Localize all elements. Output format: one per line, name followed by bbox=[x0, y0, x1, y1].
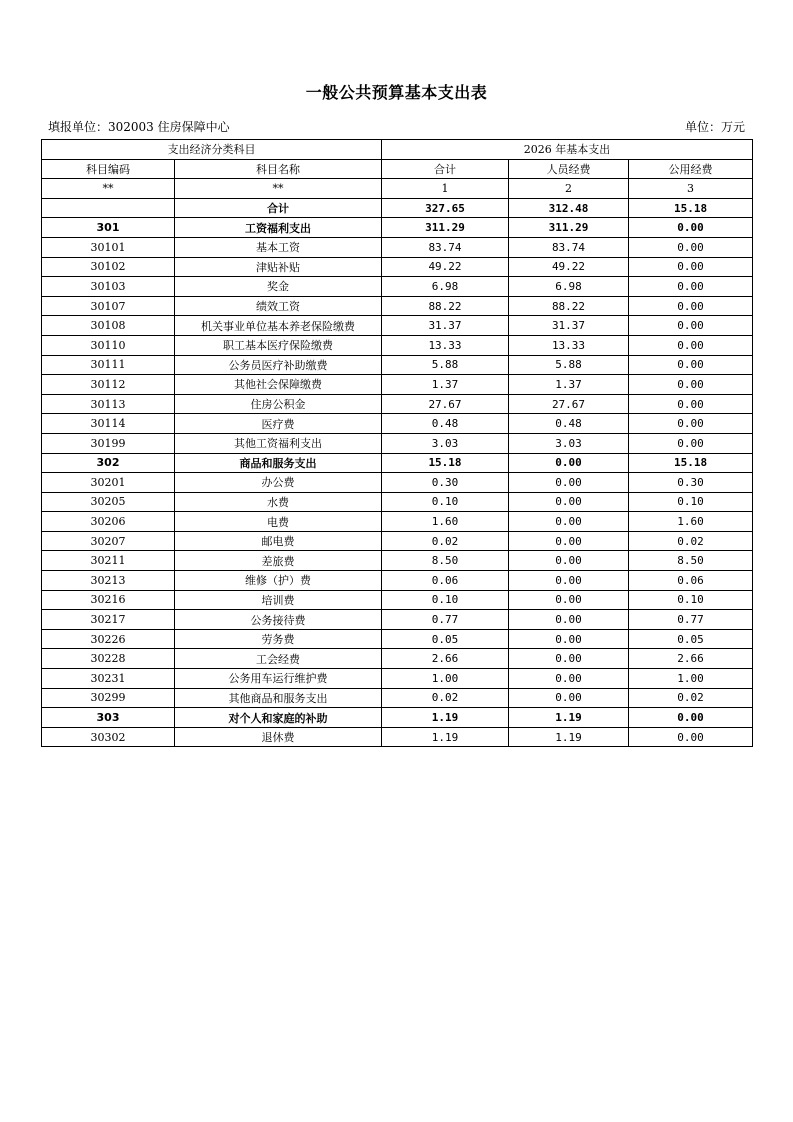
cell-personnel: 1.19 bbox=[509, 727, 629, 747]
cell-personnel: 0.00 bbox=[509, 551, 629, 571]
table-row bbox=[42, 375, 753, 395]
cell-public: 0.00 bbox=[629, 727, 753, 747]
cell-total: 0.06 bbox=[382, 571, 509, 591]
cell-public: 0.10 bbox=[629, 492, 753, 512]
cell-name: 奖金 bbox=[175, 277, 382, 297]
cell-code: 30207 bbox=[42, 531, 175, 551]
cell-public: 0.00 bbox=[629, 355, 753, 375]
cell-name: 其他商品和服务支出 bbox=[175, 688, 382, 708]
cell-personnel: 0.00 bbox=[509, 473, 629, 493]
cell-code: 30101 bbox=[42, 237, 175, 257]
cell-name: 机关事业单位基本养老保险缴费 bbox=[175, 316, 382, 336]
cell-code: 303 bbox=[42, 708, 175, 728]
cell-total: 8.50 bbox=[382, 551, 509, 571]
cell-personnel: 31.37 bbox=[509, 316, 629, 336]
cell-total: 327.65 bbox=[382, 198, 509, 218]
table-body bbox=[42, 198, 753, 747]
header-public: 公用经费 bbox=[629, 159, 753, 179]
cell-code: 30216 bbox=[42, 590, 175, 610]
cell-public: 0.00 bbox=[629, 316, 753, 336]
cell-total: 0.02 bbox=[382, 688, 509, 708]
cell-name: 公务接待费 bbox=[175, 610, 382, 630]
cell-public: 0.00 bbox=[629, 433, 753, 453]
cell-total: 0.05 bbox=[382, 629, 509, 649]
cell-personnel: 0.00 bbox=[509, 669, 629, 689]
cell-public: 0.00 bbox=[629, 277, 753, 297]
cell-name: 绩效工资 bbox=[175, 296, 382, 316]
header-index-row bbox=[42, 179, 753, 199]
table-row bbox=[42, 708, 753, 728]
cell-personnel: 311.29 bbox=[509, 218, 629, 238]
header-group-right: 2026 年基本支出 bbox=[382, 140, 753, 160]
cell-name: 邮电费 bbox=[175, 531, 382, 551]
cell-code: 30226 bbox=[42, 629, 175, 649]
cell-name: 办公费 bbox=[175, 473, 382, 493]
header-total: 合计 bbox=[382, 159, 509, 179]
table-row bbox=[42, 414, 753, 434]
cell-code: 30102 bbox=[42, 257, 175, 277]
table-row bbox=[42, 590, 753, 610]
cell-personnel: 3.03 bbox=[509, 433, 629, 453]
cell-public: 0.00 bbox=[629, 708, 753, 728]
cell-public: 0.00 bbox=[629, 335, 753, 355]
cell-code: 30231 bbox=[42, 669, 175, 689]
table-row bbox=[42, 492, 753, 512]
cell-public: 0.77 bbox=[629, 610, 753, 630]
header-column-row bbox=[42, 159, 753, 179]
cell-public: 0.00 bbox=[629, 375, 753, 395]
cell-code: 30206 bbox=[42, 512, 175, 532]
cell-name: 职工基本医疗保险缴费 bbox=[175, 335, 382, 355]
cell-public: 0.05 bbox=[629, 629, 753, 649]
cell-name: 其他工资福利支出 bbox=[175, 433, 382, 453]
table-row bbox=[42, 649, 753, 669]
index-personnel: 2 bbox=[509, 179, 629, 199]
cell-name: 住房公积金 bbox=[175, 394, 382, 414]
cell-code: 30211 bbox=[42, 551, 175, 571]
cell-personnel: 0.00 bbox=[509, 531, 629, 551]
cell-name: 公务用车运行维护费 bbox=[175, 669, 382, 689]
cell-personnel: 88.22 bbox=[509, 296, 629, 316]
cell-name: 电费 bbox=[175, 512, 382, 532]
cell-code bbox=[42, 198, 175, 218]
cell-code: 302 bbox=[42, 453, 175, 473]
page-title: 一般公共预算基本支出表 bbox=[305, 83, 488, 102]
cell-total: 3.03 bbox=[382, 433, 509, 453]
cell-public: 0.30 bbox=[629, 473, 753, 493]
cell-personnel: 1.37 bbox=[509, 375, 629, 395]
cell-code: 30299 bbox=[42, 688, 175, 708]
cell-total: 1.00 bbox=[382, 669, 509, 689]
cell-code: 30111 bbox=[42, 355, 175, 375]
cell-total: 49.22 bbox=[382, 257, 509, 277]
cell-total: 13.33 bbox=[382, 335, 509, 355]
cell-total: 83.74 bbox=[382, 237, 509, 257]
table-header bbox=[42, 140, 753, 199]
cell-personnel: 5.88 bbox=[509, 355, 629, 375]
cell-total: 15.18 bbox=[382, 453, 509, 473]
cell-name: 公务员医疗补助缴费 bbox=[175, 355, 382, 375]
table-row bbox=[42, 296, 753, 316]
table-row bbox=[42, 335, 753, 355]
cell-public: 0.00 bbox=[629, 257, 753, 277]
table-row bbox=[42, 453, 753, 473]
table-row bbox=[42, 257, 753, 277]
cell-name: 其他社会保障缴费 bbox=[175, 375, 382, 395]
cell-total: 88.22 bbox=[382, 296, 509, 316]
index-total: 1 bbox=[382, 179, 509, 199]
cell-personnel: 6.98 bbox=[509, 277, 629, 297]
cell-total: 5.88 bbox=[382, 355, 509, 375]
cell-name: 差旅费 bbox=[175, 551, 382, 571]
cell-name: 工会经费 bbox=[175, 649, 382, 669]
cell-personnel: 0.00 bbox=[509, 649, 629, 669]
header-group-left: 支出经济分类科目 bbox=[42, 140, 382, 160]
cell-name: 维修（护）费 bbox=[175, 571, 382, 591]
cell-personnel: 1.19 bbox=[509, 708, 629, 728]
cell-public: 0.00 bbox=[629, 218, 753, 238]
index-name: ** bbox=[175, 179, 382, 199]
cell-name: 津贴补贴 bbox=[175, 257, 382, 277]
cell-public: 1.60 bbox=[629, 512, 753, 532]
cell-personnel: 0.00 bbox=[509, 610, 629, 630]
header-name: 科目名称 bbox=[175, 159, 382, 179]
cell-total: 0.10 bbox=[382, 492, 509, 512]
table-row bbox=[42, 669, 753, 689]
cell-code: 30112 bbox=[42, 375, 175, 395]
cell-name: 水费 bbox=[175, 492, 382, 512]
table-row bbox=[42, 629, 753, 649]
cell-code: 30103 bbox=[42, 277, 175, 297]
table-row bbox=[42, 551, 753, 571]
table-row bbox=[42, 473, 753, 493]
cell-code: 30107 bbox=[42, 296, 175, 316]
table-row bbox=[42, 218, 753, 238]
cell-personnel: 0.00 bbox=[509, 688, 629, 708]
cell-total: 1.60 bbox=[382, 512, 509, 532]
cell-personnel: 13.33 bbox=[509, 335, 629, 355]
cell-personnel: 27.67 bbox=[509, 394, 629, 414]
cell-total: 1.19 bbox=[382, 708, 509, 728]
cell-name: 对个人和家庭的补助 bbox=[175, 708, 382, 728]
cell-total: 2.66 bbox=[382, 649, 509, 669]
cell-public: 0.00 bbox=[629, 296, 753, 316]
cell-public: 0.00 bbox=[629, 394, 753, 414]
table-row bbox=[42, 727, 753, 747]
cell-personnel: 0.48 bbox=[509, 414, 629, 434]
cell-total: 27.67 bbox=[382, 394, 509, 414]
cell-code: 30113 bbox=[42, 394, 175, 414]
cell-total: 311.29 bbox=[382, 218, 509, 238]
table-row bbox=[42, 394, 753, 414]
cell-total: 0.48 bbox=[382, 414, 509, 434]
cell-name: 退休费 bbox=[175, 727, 382, 747]
cell-total: 31.37 bbox=[382, 316, 509, 336]
table-row bbox=[42, 277, 753, 297]
cell-personnel: 0.00 bbox=[509, 629, 629, 649]
cell-personnel: 0.00 bbox=[509, 512, 629, 532]
cell-personnel: 0.00 bbox=[509, 571, 629, 591]
cell-code: 30201 bbox=[42, 473, 175, 493]
cell-code: 30110 bbox=[42, 335, 175, 355]
cell-code: 30228 bbox=[42, 649, 175, 669]
cell-total: 1.19 bbox=[382, 727, 509, 747]
table-row bbox=[42, 355, 753, 375]
cell-code: 30108 bbox=[42, 316, 175, 336]
cell-public: 15.18 bbox=[629, 198, 753, 218]
table-row bbox=[42, 610, 753, 630]
cell-personnel: 0.00 bbox=[509, 492, 629, 512]
cell-total: 6.98 bbox=[382, 277, 509, 297]
table-row bbox=[42, 512, 753, 532]
table-row bbox=[42, 198, 753, 218]
cell-name: 基本工资 bbox=[175, 237, 382, 257]
cell-public: 0.00 bbox=[629, 237, 753, 257]
table-row bbox=[42, 688, 753, 708]
cell-name: 商品和服务支出 bbox=[175, 453, 382, 473]
cell-public: 8.50 bbox=[629, 551, 753, 571]
cell-public: 1.00 bbox=[629, 669, 753, 689]
cell-code: 30199 bbox=[42, 433, 175, 453]
table-row bbox=[42, 433, 753, 453]
cell-personnel: 312.48 bbox=[509, 198, 629, 218]
cell-personnel: 0.00 bbox=[509, 453, 629, 473]
cell-code: 30302 bbox=[42, 727, 175, 747]
cell-public: 0.00 bbox=[629, 414, 753, 434]
cell-total: 1.37 bbox=[382, 375, 509, 395]
cell-code: 30205 bbox=[42, 492, 175, 512]
amount-unit: 单位：万元 bbox=[684, 120, 745, 134]
index-code: ** bbox=[42, 179, 175, 199]
cell-code: 30114 bbox=[42, 414, 175, 434]
cell-public: 15.18 bbox=[629, 453, 753, 473]
cell-total: 0.10 bbox=[382, 590, 509, 610]
cell-public: 0.02 bbox=[629, 531, 753, 551]
cell-public: 0.06 bbox=[629, 571, 753, 591]
cell-code: 30213 bbox=[42, 571, 175, 591]
budget-table bbox=[41, 139, 753, 747]
reporting-unit: 填报单位：302003 住房保障中心 bbox=[48, 120, 230, 134]
cell-public: 0.10 bbox=[629, 590, 753, 610]
cell-public: 2.66 bbox=[629, 649, 753, 669]
table-row bbox=[42, 531, 753, 551]
cell-name: 培训费 bbox=[175, 590, 382, 610]
index-public: 3 bbox=[629, 179, 753, 199]
cell-name: 合计 bbox=[175, 198, 382, 218]
cell-name: 工资福利支出 bbox=[175, 218, 382, 238]
cell-total: 0.77 bbox=[382, 610, 509, 630]
cell-code: 30217 bbox=[42, 610, 175, 630]
table-row bbox=[42, 237, 753, 257]
cell-total: 0.30 bbox=[382, 473, 509, 493]
header-group-row bbox=[42, 140, 753, 160]
header-personnel: 人员经费 bbox=[509, 159, 629, 179]
cell-code: 301 bbox=[42, 218, 175, 238]
cell-name: 医疗费 bbox=[175, 414, 382, 434]
table-row bbox=[42, 571, 753, 591]
cell-name: 劳务费 bbox=[175, 629, 382, 649]
header-code: 科目编码 bbox=[42, 159, 175, 179]
cell-personnel: 83.74 bbox=[509, 237, 629, 257]
cell-personnel: 0.00 bbox=[509, 590, 629, 610]
table-row bbox=[42, 316, 753, 336]
cell-total: 0.02 bbox=[382, 531, 509, 551]
cell-public: 0.02 bbox=[629, 688, 753, 708]
cell-personnel: 49.22 bbox=[509, 257, 629, 277]
